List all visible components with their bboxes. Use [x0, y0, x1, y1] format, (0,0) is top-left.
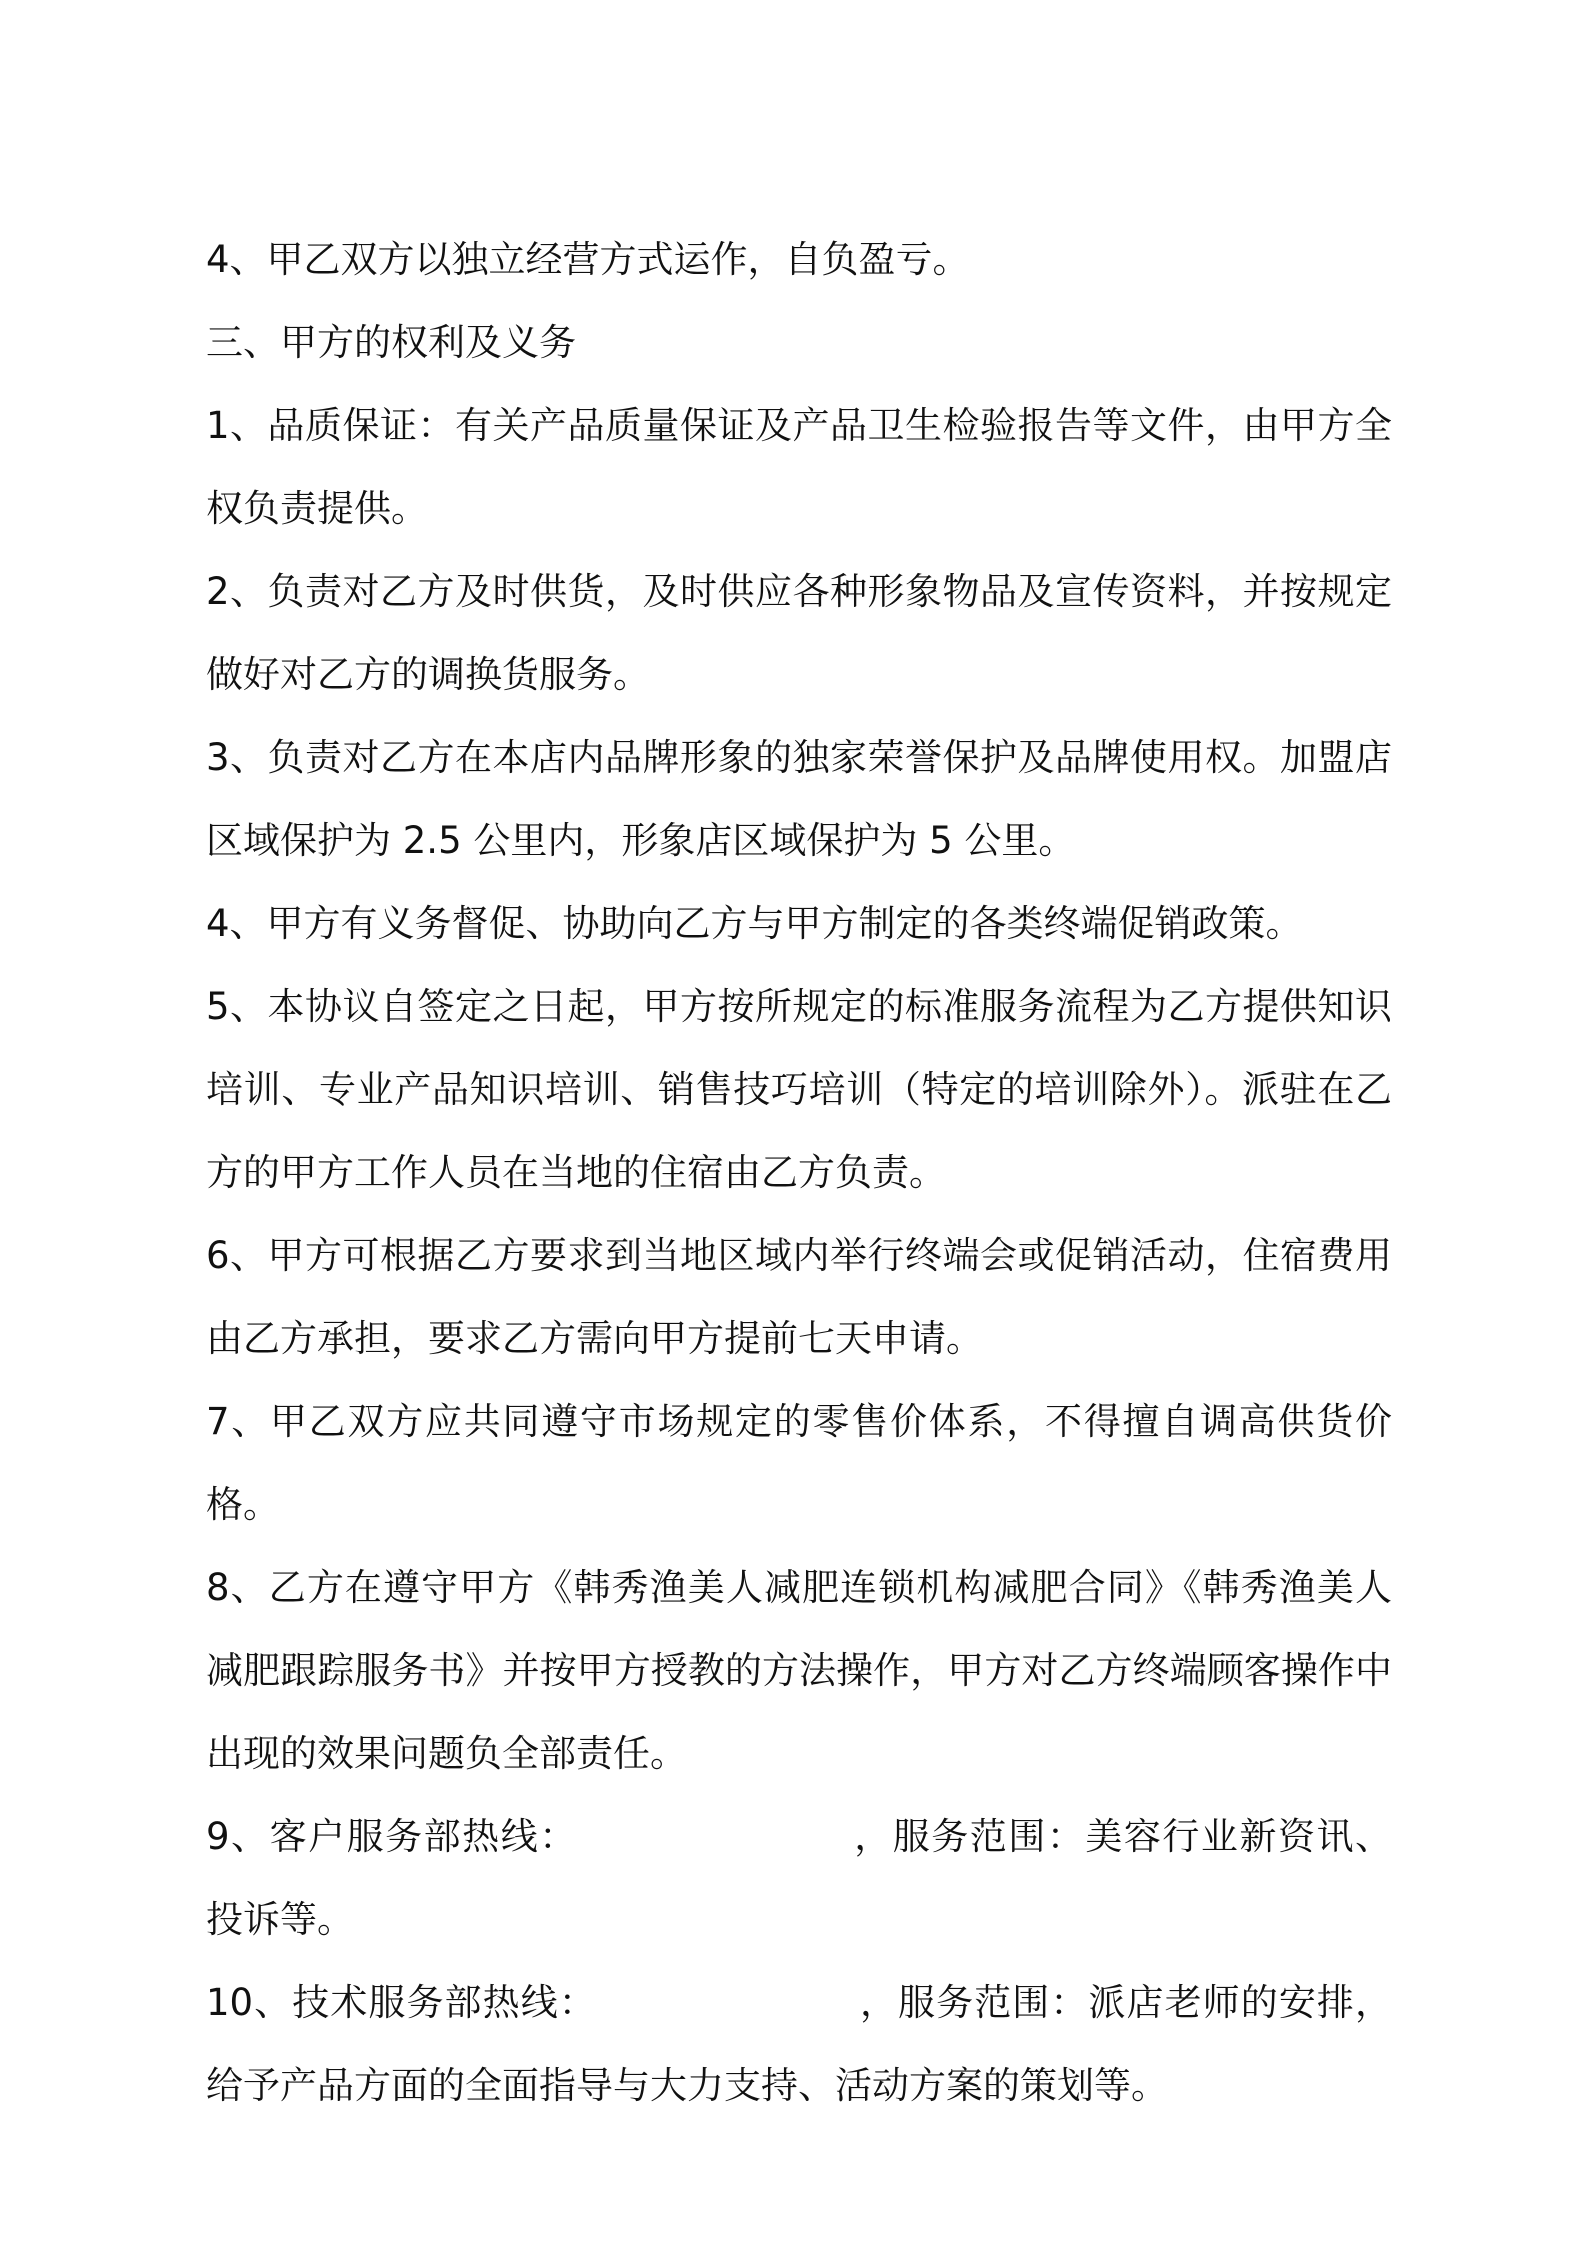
paragraph-promotion-policy: 4、甲方有义务督促、协助向乙方与甲方制定的各类终端促销政策。	[206, 902, 1303, 945]
technical-hotline-label: 10、技术服务部热线：	[206, 1981, 597, 2024]
paragraph-pricing: 7、甲乙双方应共同遵守市场规定的零售价体系，不得擅自调高供货价格。	[206, 1400, 1392, 1526]
paragraph-operation-mode: 4、甲乙双方以独立经营方式运作，自负盈亏。	[206, 238, 970, 281]
paragraph-technical-hotline	[206, 1961, 1392, 2127]
technical-hotline-scope: ，服务范围：派店老师的安排，给予产品方面的全面指导与大力支持、活动方案的策划等。	[206, 1981, 1392, 2107]
paragraph-events: 6、甲方可根据乙方要求到当地区域内举行终端会或促销活动，住宿费用由乙方承担，要求乙方需向甲方提前七天申请。	[206, 1234, 1392, 1360]
paragraph-training: 5、本协议自签定之日起，甲方按所规定的标准服务流程为乙方提供知识培训、专业产品知识培训、销售技巧培训（特定的培训除外）。派驻在乙方的甲方工作人员在当地的住宿由乙方负责。	[206, 985, 1392, 1194]
paragraph-contract-compliance: 8、乙方在遵守甲方《韩秀渔美人减肥连锁机构减肥合同》《韩秀渔美人减肥跟踪服务书》并按甲方授教的方法操作，甲方对乙方终端顾客操作中出现的效果问题负全部责任。	[206, 1566, 1392, 1775]
section-heading-party-a-rights: 三、甲方的权利及义务	[206, 321, 576, 364]
document-body	[206, 218, 1392, 2127]
paragraph-supply-duty: 2、负责对乙方及时供货，及时供应各种形象物品及宣传资料，并按规定做好对乙方的调换货服务。	[206, 570, 1392, 696]
customer-hotline-scope: ，服务范围：美容行业新资讯、投诉等。	[206, 1815, 1392, 1941]
customer-hotline-label: 9、客户服务部热线：	[206, 1815, 578, 1858]
paragraph-customer-hotline	[206, 1795, 1392, 1961]
paragraph-quality-assurance: 1、品质保证：有关产品质量保证及产品卫生检验报告等文件，由甲方全权负责提供。	[206, 404, 1392, 530]
paragraph-brand-protection: 3、负责对乙方在本店内品牌形象的独家荣誉保护及品牌使用权。加盟店区域保护为 2.5 公里内，形象店区域保护为 5 公里。	[206, 736, 1392, 862]
